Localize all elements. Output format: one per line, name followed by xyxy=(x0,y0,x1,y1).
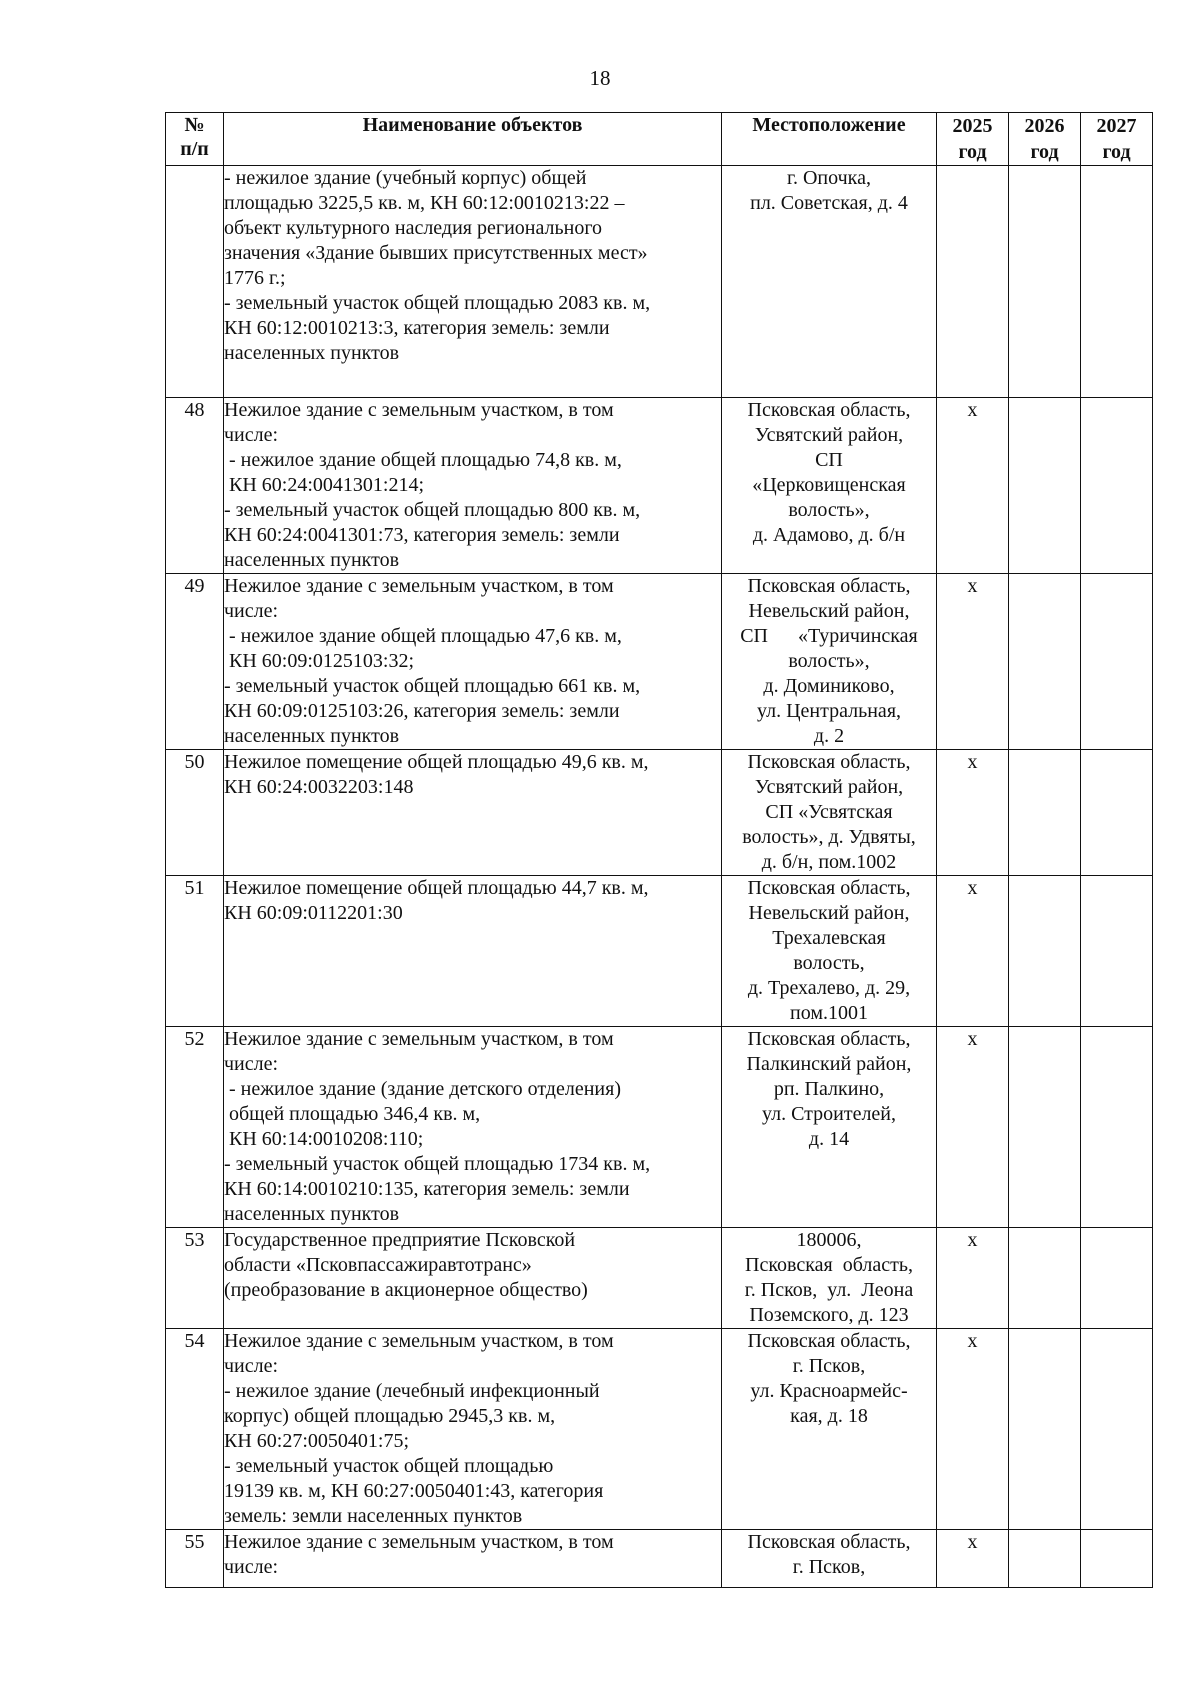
location-cell xyxy=(722,750,937,876)
object-name-line: населенных пунктов xyxy=(224,342,400,364)
table-row xyxy=(166,876,1153,1027)
location-line: д. б/н, пом.1002 xyxy=(761,851,897,873)
object-name-line: Нежилое здание с земельным участком, в том xyxy=(224,1028,614,1050)
location-cell xyxy=(722,1228,937,1329)
row-number: 48 xyxy=(166,398,224,574)
location-line: ул. Строителей, xyxy=(761,1103,897,1125)
object-name-line: КН 60:14:0010210:135, категория земель: земли xyxy=(224,1178,630,1200)
location-line: волость», д. Удвяты, xyxy=(742,826,916,848)
location-line: д. Адамово, д. б/н xyxy=(752,524,906,546)
location-line: рп. Палкино, xyxy=(773,1078,885,1100)
header-year-unit: год xyxy=(1030,141,1059,163)
object-name-line: - земельный участок общей площадью 800 кв. м, xyxy=(224,499,641,521)
header-number-line: п/п xyxy=(180,138,209,160)
object-name-line: КН 60:24:0032203:148 xyxy=(224,776,414,798)
location-line: СП «Усвятская xyxy=(765,801,893,823)
object-name-line: КН 60:27:0050401:75; xyxy=(224,1430,410,1452)
year-2027-mark xyxy=(1081,1027,1153,1228)
object-name-line: Нежилое здание с земельным участком, в том xyxy=(224,575,614,597)
header-number xyxy=(166,113,224,166)
location-cell xyxy=(722,398,937,574)
object-name-line: населенных пунктов xyxy=(224,549,400,571)
table-row xyxy=(166,398,1153,574)
object-name-line: КН 60:14:0010208:110; xyxy=(224,1128,424,1150)
year-2025-mark: x xyxy=(937,574,1009,750)
object-name-line: - земельный участок общей площадью 1734 кв. м, xyxy=(224,1153,651,1175)
object-name-line: - нежилое здание общей площадью 47,6 кв. м, xyxy=(224,625,622,647)
table-row xyxy=(166,574,1153,750)
location-line: Псковская область, xyxy=(747,1531,911,1553)
object-name-cell xyxy=(224,574,722,750)
row-number: 52 xyxy=(166,1027,224,1228)
year-2025-mark: x xyxy=(937,876,1009,1027)
location-line: Псковская область, xyxy=(747,399,911,421)
location-cell xyxy=(722,1530,937,1588)
location-cell xyxy=(722,574,937,750)
table-row xyxy=(166,166,1153,398)
object-name-line: Государственное предприятие Псковской xyxy=(224,1229,576,1251)
object-name-line: КН 60:24:0041301:214; xyxy=(224,474,425,496)
object-name-line: корпус) общей площадью 2945,3 кв. м, xyxy=(224,1405,556,1427)
location-cell xyxy=(722,876,937,1027)
year-2025-mark: x xyxy=(937,1228,1009,1329)
location-line: д. Доминиково, xyxy=(763,675,895,697)
year-2025-mark: x xyxy=(937,1027,1009,1228)
object-name-line: - нежилое здание (учебный корпус) общей xyxy=(224,167,587,189)
location-line: Невельский район, xyxy=(748,600,910,622)
object-name-cell xyxy=(224,876,722,1027)
location-line: «Церковищенская xyxy=(752,474,906,496)
location-line: Усвятский район, xyxy=(754,424,904,446)
object-name-cell xyxy=(224,1329,722,1530)
location-line: Поземского, д. 123 xyxy=(749,1304,909,1326)
object-name-line: земель: земли населенных пунктов xyxy=(224,1505,523,1527)
object-name-line: числе: xyxy=(224,424,279,446)
object-name-line: значения «Здание бывших присутственных мест» xyxy=(224,242,648,264)
location-line: СП xyxy=(815,449,843,471)
location-line: кая, д. 18 xyxy=(790,1405,868,1427)
year-2025-mark: x xyxy=(937,398,1009,574)
location-line: 180006, xyxy=(796,1229,862,1251)
year-2025-mark: x xyxy=(937,750,1009,876)
object-name-line: Нежилое здание с земельным участком, в том xyxy=(224,1531,614,1553)
year-2026-mark xyxy=(1009,1329,1081,1530)
location-line: Псковская область, xyxy=(747,1028,911,1050)
row-number: 51 xyxy=(166,876,224,1027)
location-line: Псковская область, xyxy=(747,877,911,899)
object-name-line: Нежилое помещение общей площадью 44,7 кв. м, xyxy=(224,877,649,899)
table-row xyxy=(166,1530,1153,1588)
table-row xyxy=(166,1329,1153,1530)
object-name-line: общей площадью 346,4 кв. м, xyxy=(224,1103,481,1125)
table-row xyxy=(166,750,1153,876)
object-name-line: области «Псковпассажиравтотранс» xyxy=(224,1254,532,1276)
location-cell xyxy=(722,166,937,398)
object-name-line: населенных пунктов xyxy=(224,725,400,747)
year-2025-mark: x xyxy=(937,1329,1009,1530)
object-name-line: - земельный участок общей площадью 2083 кв. м, xyxy=(224,292,651,314)
location-line: г. Псков, ул. Леона xyxy=(744,1279,914,1301)
location-line: Псковская область, xyxy=(747,575,911,597)
location-line: Невельский район, xyxy=(748,902,910,924)
location-line: Псковская область, xyxy=(747,1330,911,1352)
location-line: г. Псков, xyxy=(792,1556,866,1578)
year-2027-mark xyxy=(1081,876,1153,1027)
row-number xyxy=(166,166,224,398)
object-name-cell xyxy=(224,750,722,876)
year-2026-mark xyxy=(1009,1530,1081,1588)
object-name-line: КН 60:09:0125103:32; xyxy=(224,650,415,672)
header-number-line: № xyxy=(184,114,205,136)
header-location: Местоположение xyxy=(722,113,937,166)
table-row xyxy=(166,1027,1153,1228)
object-name-line: числе: xyxy=(224,1556,279,1578)
objects-table xyxy=(165,112,1153,1588)
location-line: волость, xyxy=(793,952,865,974)
year-2027-mark xyxy=(1081,1329,1153,1530)
year-2027-mark xyxy=(1081,750,1153,876)
year-2026-mark xyxy=(1009,1027,1081,1228)
location-line: СП «Туричинская xyxy=(740,625,918,647)
object-name-line: КН 60:24:0041301:73, категория земель: земли xyxy=(224,524,620,546)
object-name-cell xyxy=(224,166,722,398)
header-year-unit: год xyxy=(958,141,987,163)
year-2026-mark xyxy=(1009,166,1081,398)
object-name-line: площадью 3225,5 кв. м, КН 60:12:0010213:22 – xyxy=(224,192,625,214)
object-name-line: - земельный участок общей площадью 661 кв. м, xyxy=(224,675,641,697)
year-2027-mark xyxy=(1081,574,1153,750)
header-year-value: 2027 xyxy=(1096,115,1137,137)
location-line: Псковская область, xyxy=(745,1254,913,1276)
page-number: 18 xyxy=(589,66,611,90)
object-name-line: Нежилое помещение общей площадью 49,6 кв. м, xyxy=(224,751,649,773)
location-line: Палкинский район, xyxy=(746,1053,912,1075)
location-line: Усвятский район, xyxy=(754,776,904,798)
row-number: 53 xyxy=(166,1228,224,1329)
object-name-line: 1776 г.; xyxy=(224,267,286,289)
year-2025-mark: x xyxy=(937,1530,1009,1588)
object-name-line: населенных пунктов xyxy=(224,1203,400,1225)
location-line: д. 14 xyxy=(808,1128,850,1150)
object-name-line: КН 60:09:0112201:30 xyxy=(224,902,403,924)
table-row xyxy=(166,1228,1153,1329)
year-2026-mark xyxy=(1009,398,1081,574)
object-name-line: - нежилое здание (здание детского отделения) xyxy=(224,1078,621,1100)
location-line: д. Трехалево, д. 29, xyxy=(747,977,911,999)
header-year-2026 xyxy=(1009,113,1081,166)
object-name-line: (преобразование в акционерное общество) xyxy=(224,1279,588,1301)
location-line: г. Опочка, xyxy=(787,167,871,189)
location-cell xyxy=(722,1027,937,1228)
object-name-line: объект культурного наследия регионального xyxy=(224,217,603,239)
object-name-line: - земельный участок общей площадью xyxy=(224,1455,554,1477)
year-2026-mark xyxy=(1009,750,1081,876)
location-line: Псковская область, xyxy=(747,751,911,773)
location-line: ул. Красноармейс- xyxy=(750,1380,908,1402)
location-line: пом.1001 xyxy=(790,1002,868,1024)
header-year-2027 xyxy=(1081,113,1153,166)
object-name-line: Нежилое здание с земельным участком, в том xyxy=(224,1330,614,1352)
row-number: 49 xyxy=(166,574,224,750)
location-line: пл. Советская, д. 4 xyxy=(750,192,908,214)
object-name-cell xyxy=(224,1027,722,1228)
object-name-line: числе: xyxy=(224,1053,279,1075)
table-header-row xyxy=(166,113,1153,166)
location-line: г. Псков, xyxy=(792,1355,866,1377)
object-name-cell xyxy=(224,1228,722,1329)
object-name-line: КН 60:12:0010213:3, категория земель: земли xyxy=(224,317,610,339)
row-number: 55 xyxy=(166,1530,224,1588)
object-name-line: числе: xyxy=(224,600,279,622)
header-year-value: 2026 xyxy=(1024,115,1065,137)
year-2027-mark xyxy=(1081,398,1153,574)
object-name-line: 19139 кв. м, КН 60:27:0050401:43, категория xyxy=(224,1480,604,1502)
object-name-line: - нежилое здание общей площадью 74,8 кв. м, xyxy=(224,449,622,471)
location-line: волость», xyxy=(788,650,870,672)
row-number: 54 xyxy=(166,1329,224,1530)
object-name-line: числе: xyxy=(224,1355,279,1377)
location-line: Трехалевская xyxy=(772,927,886,949)
location-line: ул. Центральная, xyxy=(756,700,902,722)
row-number: 50 xyxy=(166,750,224,876)
object-name-cell xyxy=(224,398,722,574)
year-2027-mark xyxy=(1081,1228,1153,1329)
header-object-name: Наименование объектов xyxy=(224,113,722,166)
object-name-cell xyxy=(224,1530,722,1588)
header-year-value: 2025 xyxy=(952,115,993,137)
year-2025-mark xyxy=(937,166,1009,398)
location-line: д. 2 xyxy=(813,725,845,747)
year-2026-mark xyxy=(1009,876,1081,1027)
year-2027-mark xyxy=(1081,1530,1153,1588)
year-2026-mark xyxy=(1009,1228,1081,1329)
location-line: волость», xyxy=(788,499,870,521)
year-2027-mark xyxy=(1081,166,1153,398)
object-name-line: - нежилое здание (лечебный инфекционный xyxy=(224,1380,600,1402)
year-2026-mark xyxy=(1009,574,1081,750)
object-name-line: КН 60:09:0125103:26, категория земель: земли xyxy=(224,700,620,722)
header-year-2025 xyxy=(937,113,1009,166)
object-name-line: Нежилое здание с земельным участком, в том xyxy=(224,399,614,421)
header-year-unit: год xyxy=(1102,141,1131,163)
location-cell xyxy=(722,1329,937,1530)
